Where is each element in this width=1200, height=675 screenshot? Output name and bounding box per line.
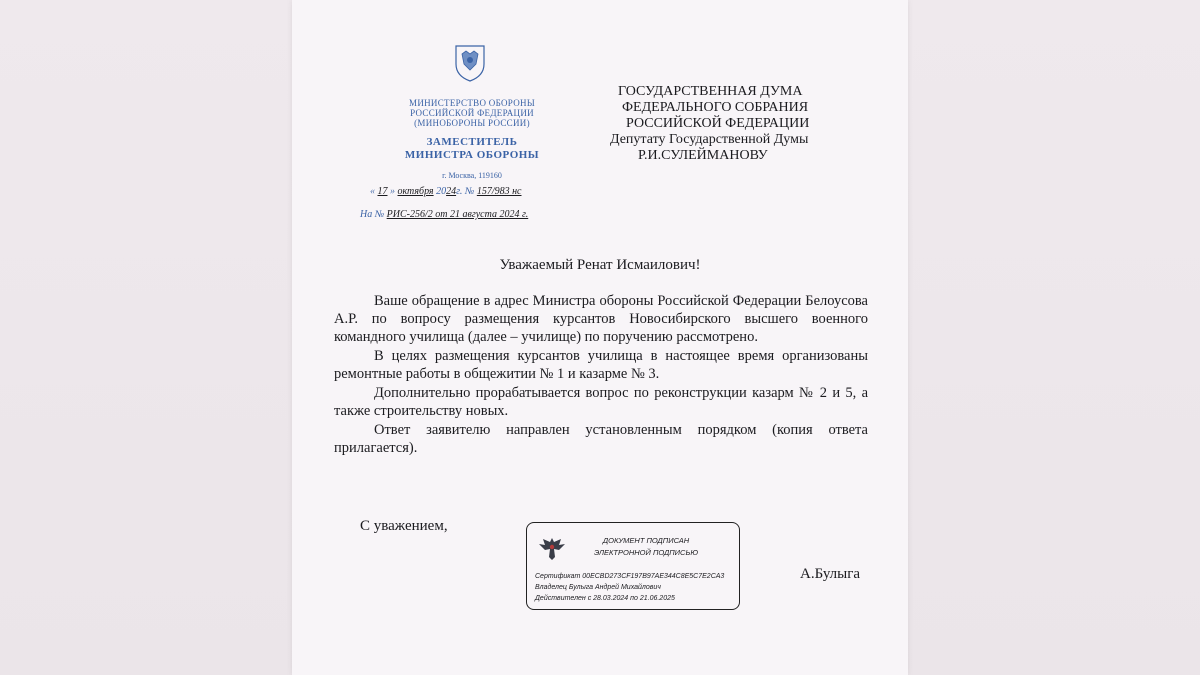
date-month: октября — [397, 186, 434, 197]
addressee-line: Депутату Государственной Думы — [610, 132, 809, 147]
body-paragraph: В целях размещения курсантов училища в настоящее время организованы ремонтные работы в общежитии № 1 и казарме № 3. — [334, 348, 868, 382]
stamp-validity: Действителен с 28.03.2024 по 21.06.2025 — [535, 595, 675, 602]
electronic-signature-stamp — [526, 522, 740, 610]
body-paragraph: Дополнительно прорабатывается вопрос по реконструкции казарм № 2 и 5, а также строительству новых. — [334, 385, 868, 419]
coat-of-arms-icon — [452, 42, 488, 82]
background-left — [0, 0, 292, 675]
ministry-name — [362, 98, 582, 128]
body-paragraph: Ваше обращение в адрес Министра обороны Российской Федерации Белоусова А.Р. по вопросу размещения курсантов Новосибирского высшего военного командного училища (далее – училище) по поручению рассмотрено. — [334, 293, 868, 345]
reference-value: РИС-256/2 от 21 августа 2024 г. — [386, 209, 529, 220]
date-quote: » — [390, 186, 395, 197]
date-quote: « — [370, 186, 375, 197]
stamp-certificate: Сертификат 00ECBD273CF197B97AE344C8E5C7E2CA3 — [535, 573, 725, 580]
letter-body — [334, 292, 868, 458]
deputy-title-line: ЗАМЕСТИТЕЛЬ — [426, 136, 518, 148]
eagle-emblem-icon — [537, 535, 567, 561]
date-year-suffix: 24 — [446, 186, 457, 197]
deputy-title-line: МИНИСТРА ОБОРОНЫ — [404, 149, 540, 161]
ministry-name-line: МИНИСТЕРСТВО ОБОРОНЫ — [409, 98, 535, 108]
reference-line — [360, 209, 528, 220]
addressee-line: ФЕДЕРАЛЬНОГО СОБРАНИЯ — [622, 100, 809, 115]
stamp-details — [535, 571, 735, 604]
number-label: № — [464, 186, 475, 197]
date-year-prefix: 20 — [436, 186, 447, 197]
outgoing-number: 157/983 нс — [476, 186, 522, 197]
stamp-title — [571, 535, 721, 559]
addressee-line: Р.И.СУЛЕЙМАНОВУ — [638, 148, 768, 163]
ministry-address: г. Москва, 119160 — [442, 171, 502, 180]
reference-label: На № — [360, 209, 385, 220]
addressee-line: ГОСУДАРСТВЕННАЯ ДУМА — [618, 84, 803, 99]
closing: С уважением, — [360, 518, 448, 534]
background-right — [908, 0, 1200, 675]
stamp-title-line: ДОКУМЕНТ ПОДПИСАН — [602, 536, 690, 545]
body-paragraph: Ответ заявителю направлен установленным порядком (копия ответа прилагается). — [334, 422, 868, 456]
ministry-name-line: (МИНОБОРОНЫ РОССИИ) — [414, 118, 530, 128]
signer-name: А.Булыга — [800, 566, 861, 582]
ministry-name-line: РОССИЙСКОЙ ФЕДЕРАЦИИ — [410, 108, 534, 118]
salutation: Уважаемый Ренат Исмаилович! — [499, 257, 701, 273]
outgoing-date-number — [370, 186, 522, 197]
date-day: 17 — [377, 186, 388, 197]
deputy-title — [362, 136, 582, 162]
addressee-line: РОССИЙСКОЙ ФЕДЕРАЦИИ — [626, 116, 810, 131]
stamp-title-line: ЭЛЕКТРОННОЙ ПОДПИСЬЮ — [593, 548, 699, 557]
date-year-end: г. — [456, 186, 463, 197]
stamp-owner: Владелец Булыга Андрей Михайлович — [535, 584, 661, 591]
addressee-block — [610, 84, 850, 164]
letter-sheet — [292, 0, 908, 675]
